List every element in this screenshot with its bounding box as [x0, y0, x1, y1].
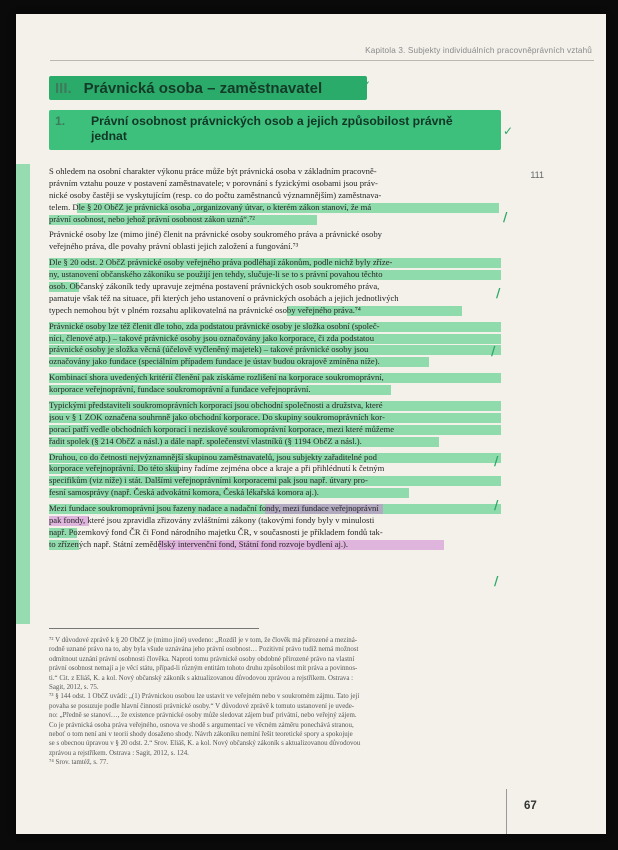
section-heading — [49, 76, 367, 100]
subsection-number: 1. — [55, 114, 66, 128]
text-line: právní osobnost, nebo jehož právní osobnost zákon uzná“.⁷² — [49, 214, 501, 226]
footnote-line: ⁷² V důvodové zprávě k § 20 ObčZ je (mimo jiné) uvedeno: „Rozdíl je v tom, že člověk má přirozené a meziná- — [49, 637, 358, 644]
text-line: to zřízených např. Státní zemědělský intervenční fond, Státní fond rozvoje bydlení aj.). — [49, 539, 501, 551]
section-numeral: III. — [55, 79, 72, 97]
footnote-line: Co je právnická osoba práva veřejného, osnova ve shodě s argumentací ve věcném záměru ponechává stranou, — [49, 721, 354, 729]
text-line: jsou v § 1 ZOK označena souhrnně jako obchodní korporace. Do skupiny soukromoprávních kor- — [49, 412, 501, 424]
footnote-line: no: „Předně se stanoví…, že existence právnické osoby může sledovat zájem buď privátní, nebo veřejný zájem. — [49, 712, 357, 720]
footnote-line: se s obecnou úpravou v § 20 odst. 2.“ Srov. Eliáš, K. a kol. Nový občanský zákoník s aktualizovanou důvodovou — [49, 740, 361, 748]
footnote-line: odmítnout uznání právní osobnosti člověka. Naproti tomu právnické osoby obdobné přirozené právo na vlastní — [49, 655, 355, 663]
text-line: typech nemohou být v plném rozsahu aplikovatelná na právnické osoby veřejného práva.⁷⁴ — [49, 305, 501, 317]
margin-number: 111 — [530, 170, 544, 180]
text-line: korporace veřejnoprávní, fundace soukromoprávní a fundace veřejnoprávní. — [49, 384, 501, 396]
text-line: Právnické osoby lze též členit dle toho, zda podstatou právnické osoby je složka osobní (společ- — [49, 321, 501, 333]
body-text — [49, 166, 501, 551]
text-line: veřejného práva, dle povahy právní oblasti jejich založení a fungování.⁷³ — [49, 241, 299, 252]
text-line: fesní samosprávy (např. Česká advokátní komora, Česká lékařská komora aj.). — [49, 487, 501, 499]
check-mark-icon: / — [496, 286, 501, 300]
check-mark-icon: ✓ — [361, 78, 372, 92]
text-line: např. Pozemkový fond ČR či Fond národního majetku ČR, v současnosti je příkladem fondů tak- — [49, 526, 383, 537]
text-line: telem. Dle § 20 ObčZ je právnická osoba „organizovaný útvar, o kterém zákon stanoví, že má — [49, 202, 501, 214]
text-line: korporace veřejnoprávní. Do této skupiny řadíme zejména obce a kraje a při přihlédnutí k četným — [49, 463, 385, 474]
text-line: řadit spolek (§ 214 ObčZ a násl.) a dále např. společenství vlastníků (§ 1194 ObčZ a násl.). — [49, 436, 501, 448]
text-line: ny, ustanovení občanského zákoníku se použijí jen tehdy, slučuje-li se to s právní povahou těchto — [49, 269, 501, 281]
running-head: Kapitola 3. Subjekty individuálních pracovněprávních vztahů — [365, 46, 592, 55]
text-line: osob. Občanský zákoník tedy upravuje zejména postavení právnických osob soukromého práva, — [49, 281, 380, 292]
page-number: 67 — [524, 800, 537, 812]
book-page — [16, 14, 606, 834]
footnote-line: zprávou a rejstříkem. Ostrava : Sagit, 2012, s. 124. — [49, 749, 189, 757]
check-mark-icon: / — [494, 454, 499, 468]
text-line: právnické osoby je složka věcná (účelově vyčleněný majetek) – takové právnické osoby jsou — [49, 344, 501, 356]
text-line: Typickými představiteli soukromoprávních korporací jsou obchodní společnosti a družstva, které — [49, 400, 501, 412]
footnote-line: rodně uznané právo na to, aby byla všude uznávána jeho právní osobnost… Pozitivní právo tudíž nemá možnost — [49, 646, 359, 654]
text-line: Druhou, co do četnosti nejvýznamnější skupinou zaměstnavatelů, jsou subjekty zařaditelné pod — [49, 452, 501, 464]
text-line: porací patří vedle obchodních korporací i neziskové soukromoprávní korporace, mezi které můžeme — [49, 424, 501, 436]
footnote-rule — [49, 628, 259, 629]
check-mark-icon: ✓ — [503, 124, 514, 138]
check-mark-icon: / — [503, 210, 508, 224]
text-line: S ohledem na osobní charakter výkonu práce může být právnická osoba v základním pracovně- — [49, 166, 377, 176]
footnote-line: ti.“ Cit. z Eliáš, K. a kol. Nový občanský zákoník s aktualizovanou důvodovou zprávou a rejstříkem. Ostrava : — [49, 674, 354, 682]
footnote-line: právní osobnost nemají a je věcí státu, případ-li různým entitám tohoto druhu způsobilost mít práva a povinnos- — [49, 665, 358, 673]
subsection-title-line1: Právní osobnost právnických osob a jejich způsobilost právně — [91, 114, 453, 128]
text-line: Kombinací shora uvedených kritérií členění pak získáme rozlišení na korporace soukromoprávní, — [49, 372, 501, 384]
text-line: níci, členové atp.) – takové právnické osoby jsou označovány jako korporace, či zda podstatou — [49, 333, 501, 345]
text-line: pamatuje však též na situace, při kterých jeho ustanovení o právnických osobách a jejich jednotlivých — [49, 292, 399, 303]
subsection-heading — [49, 110, 501, 150]
footnote-line: povaha se posuzuje podle hlavní činnosti právnické osoby.“ V důvodové zprávě k tomuto ustanovení je uvede- — [49, 702, 355, 710]
left-margin-highlight — [16, 164, 30, 624]
footnote-line: ⁷³ § 144 odst. 1 ObčZ uvádí: „(1) Právnickou osobou lze ustavit ve veřejném nebo v soukromém zájmu. Tato její — [49, 693, 360, 701]
text-line: nické osoby častěji se vyskytujícím (resp. co do počtu zaměstnanců významnějším) zaměstnava- — [49, 189, 382, 200]
text-line: označovány jako fundace (speciálním případem fundace je ústav budou okrajově zmíněna níže). — [49, 356, 501, 368]
footnote-line: Sagit, 2012, s. 75. — [49, 683, 99, 691]
header-rule — [50, 60, 594, 61]
text-line: právním vztahu pouze v postavení zaměstnavatele; v porovnání s fyzickými osobami jsou práv- — [49, 177, 378, 188]
check-mark-icon: / — [494, 498, 499, 512]
check-mark-icon: / — [494, 574, 499, 588]
text-line: Dle § 20 odst. 2 ObčZ právnické osoby veřejného práva podléhají zákonům, podle nichž byly zříze- — [49, 257, 501, 269]
text-line: Mezi fundace soukromoprávní jsou řazeny nadace a nadační fondy, mezi fundace veřejnoprávní — [49, 503, 501, 515]
section-title: Právnická osoba – zaměstnavatel — [83, 79, 323, 97]
page-number-divider — [506, 789, 507, 834]
text-line: specifikům (viz níže) i stát. Dalšími veřejnoprávními korporacemi pak jsou např. útvary pro- — [49, 475, 501, 487]
footnote-line: ⁷⁴ Srov. tamtéž, s. 77. — [49, 759, 109, 767]
text-line: pak fondy, které jsou zpravidla zřizovány zvláštními zákony (takovými fondy byly v minulosti — [49, 515, 375, 526]
text-line: Právnické osoby lze (mimo jiné) členit na právnické osoby soukromého práva a právnické osoby — [49, 229, 382, 240]
footnote-line: neboť o tom není ani v teorii shody dosaženo shody. Návrh zákoníku nemíní řešit teoretické spory a spokojuje — [49, 730, 353, 738]
footnotes — [49, 636, 501, 767]
subsection-title-line2: jednat — [91, 129, 127, 143]
check-mark-icon: / — [491, 344, 496, 358]
